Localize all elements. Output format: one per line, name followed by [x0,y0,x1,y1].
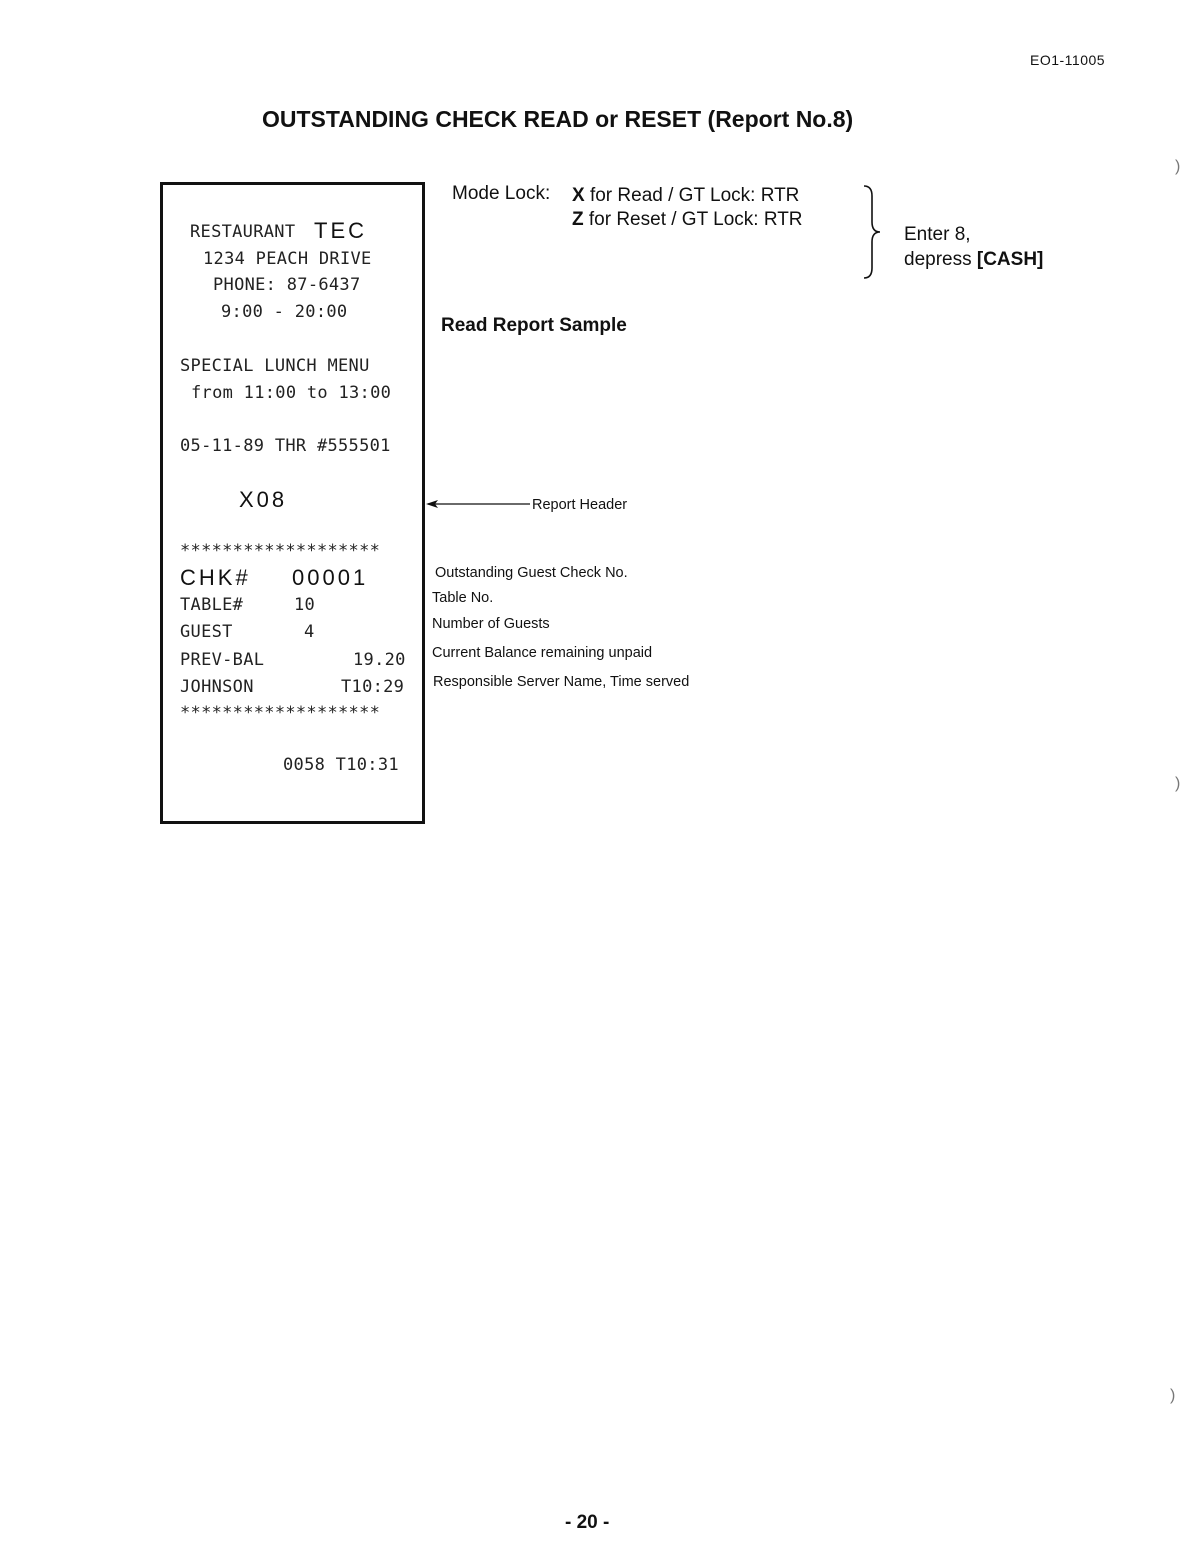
receipt-address: 1234 PEACH DRIVE [203,249,372,269]
instruction-enter: Enter 8, [904,224,971,245]
page-number: - 20 - [565,1512,610,1533]
receipt-guest-label: GUEST [180,622,233,642]
note-server: Responsible Server Name, Time served [433,674,690,690]
note-report-header: Report Header [532,497,628,513]
receipt-store-logo: TEC [314,218,367,243]
instruction-depress [904,249,1043,271]
receipt-store-name: RESTAURANT [190,222,296,242]
receipt-table-value: 10 [294,595,316,615]
receipt-phone: PHONE: 87-6437 [213,275,361,295]
mode-x-key: X [572,185,585,206]
margin-mark: ) [1175,158,1181,175]
receipt-promo-line2: from 11:00 to 13:00 [191,383,392,403]
receipt-report-header: X08 [239,487,288,512]
receipt-stars-bottom: ******************* [180,703,381,723]
brace-icon [856,184,886,280]
receipt-promo-line1: SPECIAL LUNCH MENU [180,356,370,376]
left-arrow-icon [424,496,534,512]
receipt-prevbal-label: PREV-BAL [180,650,265,670]
cash-key-label: [CASH] [976,249,1044,270]
margin-mark: ) [1170,1387,1176,1404]
instruction-depress-prefix: depress [904,249,977,270]
receipt-server-name: JOHNSON [180,677,254,697]
receipt-server-time: T10:29 [341,677,405,697]
mode-lock-label: Mode Lock: [452,183,551,204]
margin-mark: ) [1175,775,1181,792]
receipt-footer: 0058 T10:31 [283,755,399,775]
receipt-chk-value: 00001 [292,565,369,590]
receipt-stars-top: ******************* [180,541,381,561]
mode-z-text: for Reset / GT Lock: RTR [583,209,803,230]
sample-title: Read Report Sample [441,315,627,336]
note-table-number: Table No. [432,590,494,606]
receipt-chk-label: CHK# [180,565,251,590]
document-number: EO1-11005 [1030,52,1106,68]
receipt-guest-value: 4 [304,622,315,642]
note-check-number: Outstanding Guest Check No. [435,565,628,581]
mode-z-line [572,209,803,231]
mode-x-text: for Read / GT Lock: RTR [584,185,800,206]
note-balance: Current Balance remaining unpaid [432,645,653,661]
page-title: OUTSTANDING CHECK READ or RESET (Report No.8) [262,106,854,132]
receipt-sample [160,182,425,824]
receipt-hours: 9:00 - 20:00 [221,302,348,322]
receipt-table-label: TABLE# [180,595,244,615]
receipt-date-line: 05-11-89 THR #555501 [180,436,391,456]
receipt-prevbal-value: 19.20 [353,650,406,670]
note-guests: Number of Guests [432,616,550,632]
mode-x-line [572,185,799,207]
mode-z-key: Z [572,209,584,230]
